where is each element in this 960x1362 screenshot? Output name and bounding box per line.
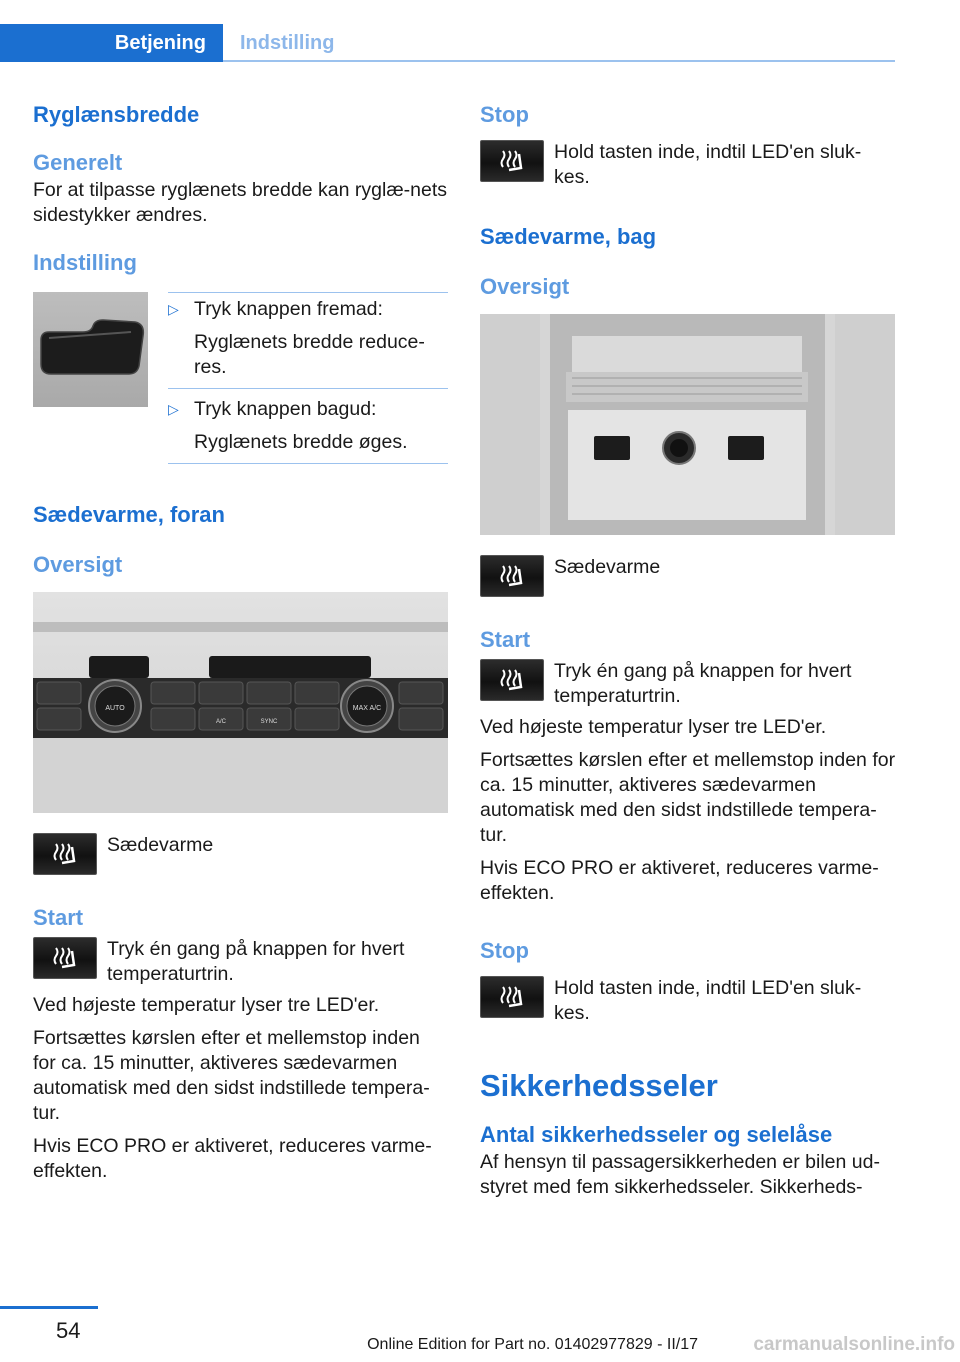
bullet1-sub: Ryglænets bredde reduce-res. [194,331,425,378]
paragraph: Hvis ECO PRO er aktiveret, reduceres varme-effekten. [480,857,879,904]
setting-list [168,297,448,322]
seat-heating-icon [33,937,97,979]
list-item: ▷ Tryk knappen bagud: [168,398,377,420]
tab-indstilling[interactable]: Indstilling [240,32,335,54]
page-header [0,0,960,64]
paragraph: Fortsættes kørslen efter et mellemstop inden for ca. 15 minutter, aktiveres sædevarmen automatisk med den sidst indstillede tempera-tur. [480,749,896,846]
page-number: 54 [56,1318,81,1343]
header-rule [223,60,895,62]
ac-label: A/C [215,719,227,725]
seat-heating-icon [480,555,544,597]
max-ac-label: MAX A/C [352,705,382,712]
edition-text: Online Edition for Part no. 01402977829 - II/17 [367,1336,698,1353]
stop-row-rear [480,976,896,1026]
stop-row [480,140,896,190]
stop-text-rear: Hold tasten inde, indtil LED'en sluk-kes. [554,977,862,1024]
seat-heating-icon [480,140,544,182]
heading-start-rear: Start [480,627,531,652]
saedevarme-label: Sædevarme [107,834,214,856]
auto-label: AUTO [105,705,125,712]
heading-stop: Stop [480,102,529,127]
divider [168,463,448,464]
start-row [33,937,448,987]
paragraph: Hvis ECO PRO er aktiveret, reduceres varme-effekten. [33,1135,432,1182]
front-climate-panel-image [33,592,448,813]
seat-heating-icon [33,833,97,875]
list-item: ▷ Tryk knappen fremad: [168,298,383,320]
heading-indstilling: Indstilling [33,250,137,275]
heading-antal: Antal sikkerhedsseler og selelåse [480,1122,833,1147]
footer-rule [0,1306,98,1309]
start-text: Tryk én gang på knappen for hvert temperaturtrin. [107,938,405,985]
start-text-rear: Tryk én gang på knappen for hvert temperaturtrin. [554,660,852,707]
seat-heat-row [33,833,448,875]
heading-oversigt-bag: Oversigt [480,274,570,299]
paragraph: Ved højeste temperatur lyser tre LED'er. [33,994,380,1016]
heading-start: Start [33,905,84,930]
heading-oversigt: Oversigt [33,552,123,577]
heading-generelt: Generelt [33,150,123,175]
generelt-text: For at tilpasse ryglænets bredde kan ryglæ-nets sidestykker ændres. [33,179,448,226]
divider [168,388,448,389]
start-row-rear [480,659,896,709]
section-title-rygl: Ryglænsbredde [33,102,200,127]
rear-console-image [480,314,895,535]
heading-stop-rear: Stop [480,938,529,963]
antal-text: Af hensyn til passagersikkerheden er bilen ud-styret med fem sikkerhedsseler. Sikkerheds- [480,1151,880,1198]
tab-betjening[interactable]: Betjening [0,24,223,62]
sync-label: SYNC [260,719,278,725]
heading-sikkerhedsseler: Sikkerhedsseler [480,1068,718,1103]
watermark: carmanualsonline.info [753,1334,955,1355]
backrest-button-image [33,292,148,407]
left-column [33,100,448,1184]
seat-heating-icon [480,976,544,1018]
saedevarme-label-rear: Sædevarme [554,556,661,578]
paragraph: Fortsættes kørslen efter et mellemstop inden for ca. 15 minutter, aktiveres sædevarmen automatisk med den sidst indstillede tempera-tur. [33,1027,430,1124]
seat-heat-row-rear [480,555,896,597]
seat-heating-icon [480,659,544,701]
heading-saede-foran: Sædevarme, foran [33,502,225,527]
paragraph: Ved højeste temperatur lyser tre LED'er. [480,716,827,738]
stop-text: Hold tasten inde, indtil LED'en sluk-kes. [554,141,862,188]
right-column [480,100,896,1200]
heading-saede-bag: Sædevarme, bag [480,224,657,249]
bullet2-sub: Ryglænets bredde øges. [194,431,408,453]
